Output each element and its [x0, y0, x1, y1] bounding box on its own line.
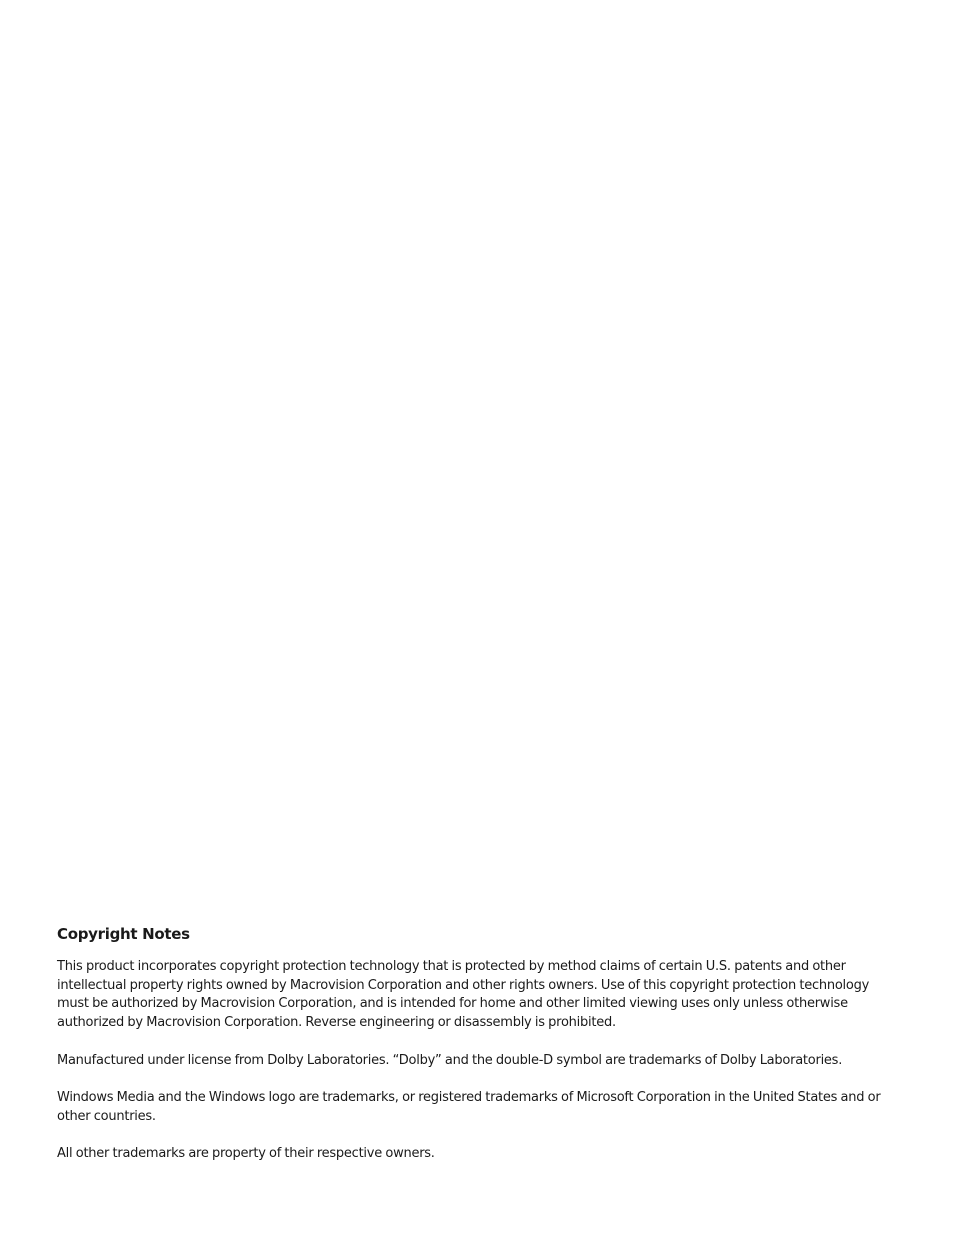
section-title: Copyright Notes — [57, 925, 190, 943]
copyright-notes-section — [57, 924, 887, 1164]
trademarks-notice: All other trademarks are property of their respective owners. — [57, 1145, 435, 1161]
dolby-notice: Manufactured under license from Dolby Laboratories. “Dolby” and the double-D symbol are trademarks of Dolby Laboratories. — [57, 1052, 843, 1068]
windows-media-notice: Windows Media and the Windows logo are trademarks, or registered trademarks of Microsoft Corporation in the United States and or other countries. — [57, 1089, 881, 1124]
macrovision-notice: This product incorporates copyright protection technology that is protected by method claims of certain U.S. patents and other intellectual property rights owned by Macrovision Corporation and other rights owners. Use of this copyright protection technology must be authorized by Macrovision Corporation, and is intended for home and other limited viewing uses only unless otherwise authorized by Macrovision Corporation. Reverse engineering or disassembly is prohibited. — [57, 959, 870, 1031]
